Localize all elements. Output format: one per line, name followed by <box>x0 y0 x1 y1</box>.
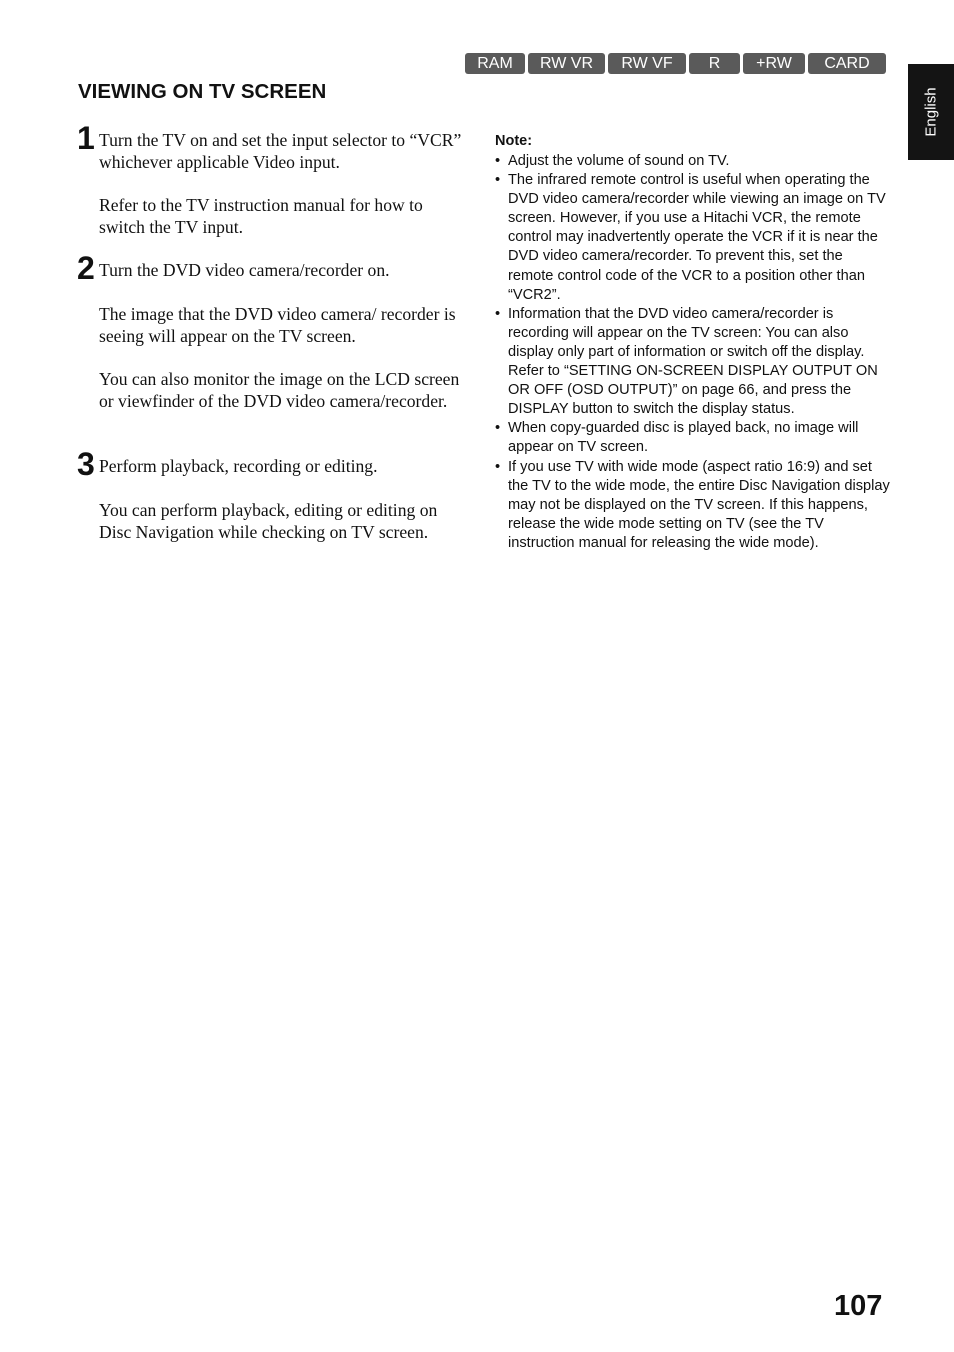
media-badge-plus-rw: +RW <box>743 53 805 74</box>
step-number-3: 3 <box>77 446 95 482</box>
step-2-detail-2: You can also monitor the image on the LCD screen or viewfinder of the DVD video camera/recorder. <box>99 369 460 411</box>
note-item: • When copy-guarded disc is played back, no image will appear on TV screen. <box>495 419 890 457</box>
language-tab-label: English <box>922 87 940 137</box>
media-badges <box>465 53 886 74</box>
step-3-instruction: Perform playback, recording or editing. <box>99 456 378 476</box>
note-item: • Adjust the volume of sound on TV. <box>495 152 890 171</box>
media-badge-ram: RAM <box>465 53 525 74</box>
step-3-detail: You can perform playback, editing or editing on Disc Navigation while checking on TV screen. <box>99 500 438 542</box>
media-badge-card: CARD <box>808 53 886 74</box>
media-badge-rw-vf: RW VF <box>608 53 686 74</box>
language-tab <box>908 64 954 160</box>
note-item: • The infrared remote control is useful when operating the DVD video camera/recorder while viewing an image on TV screen. However, if you use a Hitachi VCR, the remote control may inadvertently operate the VCR if it is near the DVD video camera/recorder. To prevent this, set the remote control code of the VCR to a position other than “VCR2”. <box>495 171 890 305</box>
media-badge-r: R <box>689 53 740 74</box>
step-2-detail-1: The image that the DVD video camera/ recorder is seeing will appear on the TV screen. <box>99 304 456 346</box>
step-number-2: 2 <box>77 250 95 286</box>
note-heading: Note: <box>495 133 533 149</box>
section-title: VIEWING ON TV SCREEN <box>78 80 327 103</box>
note-item: • If you use TV with wide mode (aspect ratio 16:9) and set the TV to the wide mode, the entire Disc Navigation display may not be displayed on the TV screen. If this happens, release the wide mode setting on TV (see the TV instruction manual for releasing the wide mode). <box>495 458 890 553</box>
note-list <box>495 152 890 553</box>
step-number-1: 1 <box>77 120 95 156</box>
step-1-detail: Refer to the TV instruction manual for how to switch the TV input. <box>99 195 423 237</box>
step-1-instruction: Turn the TV on and set the input selector to “VCR” whichever applicable Video input. <box>99 130 462 172</box>
media-badge-rw-vr: RW VR <box>528 53 605 74</box>
note-item: • Information that the DVD video camera/recorder is recording will appear on the TV screen: You can also display only part of information or switch off the display. Refer to “SETTING ON-SCREEN DISPLAY OUTPUT ON OR OFF (OSD OUTPUT)” on page 66, and press the DISPLAY button to switch the display status. <box>495 305 890 420</box>
page-number: 107 <box>834 1290 883 1322</box>
step-2-instruction: Turn the DVD video camera/recorder on. <box>99 260 390 280</box>
